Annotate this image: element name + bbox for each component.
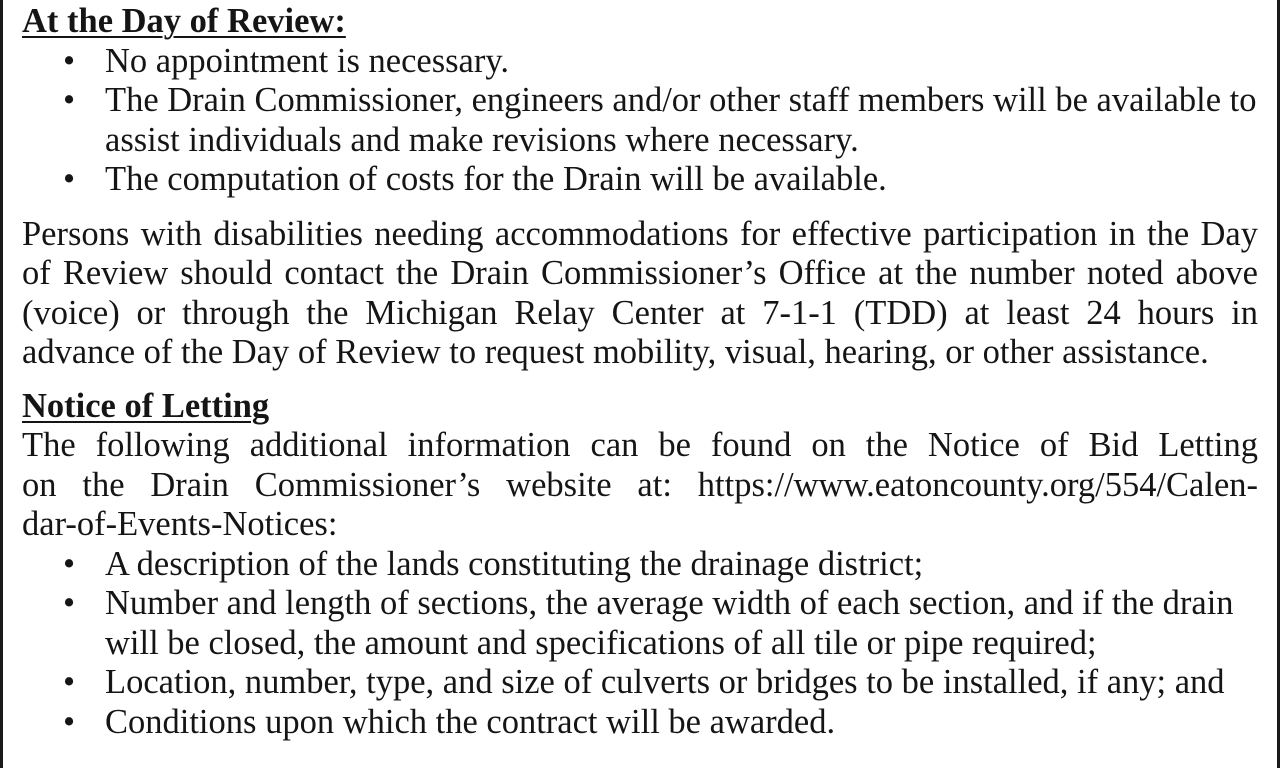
section-heading-day-of-review: At the Day of Review:: [22, 2, 346, 40]
list-item: • No appointment is necessary.: [105, 42, 1258, 82]
list-item: • The Drain Commissioner, engineers and/or other staff members will be available to assist individuals and make revisions where necessary.: [105, 81, 1258, 160]
day-of-review-list: [22, 42, 1258, 200]
document-body: [22, 2, 1258, 742]
list-item: • Number and length of sections, the average width of each section, and if the drain will be closed, the amount and specifications of all tile or pipe required;: [105, 584, 1258, 663]
accessibility-paragraph: Persons with disabilities needing accommodations for effective participation in the Day of Review should contact the Drain Commissioner’s Office at the number noted above (voice) or through the Michigan Relay Center at 7-1-1 (TDD) at least 24 hours in advance of the Day of Review to request mobility, visual, hearing, or other assistance.: [22, 214, 1258, 371]
notice-intro-line: The following additional information can be found on the Notice of Bid Letting: [22, 426, 1258, 464]
list-item: • A description of the lands constituting the drainage district;: [105, 545, 1258, 585]
section-heading-notice-of-letting: Notice of Letting: [22, 386, 270, 425]
list-item: • Conditions upon which the contract will be awarded.: [105, 703, 1258, 743]
notice-intro-line: dar-of-Events-Notices:: [22, 505, 338, 543]
notice-of-letting-list: [22, 545, 1258, 743]
list-item: • The computation of costs for the Drain will be available.: [105, 160, 1258, 200]
notice-intro-paragraph: [22, 426, 1258, 545]
list-item: • Location, number, type, and size of culverts or bridges to be installed, if any; and: [105, 663, 1258, 703]
notice-intro-line: on the Drain Commissioner’s website at: https://www.eatoncounty.org/554/Calen-: [22, 465, 1258, 504]
